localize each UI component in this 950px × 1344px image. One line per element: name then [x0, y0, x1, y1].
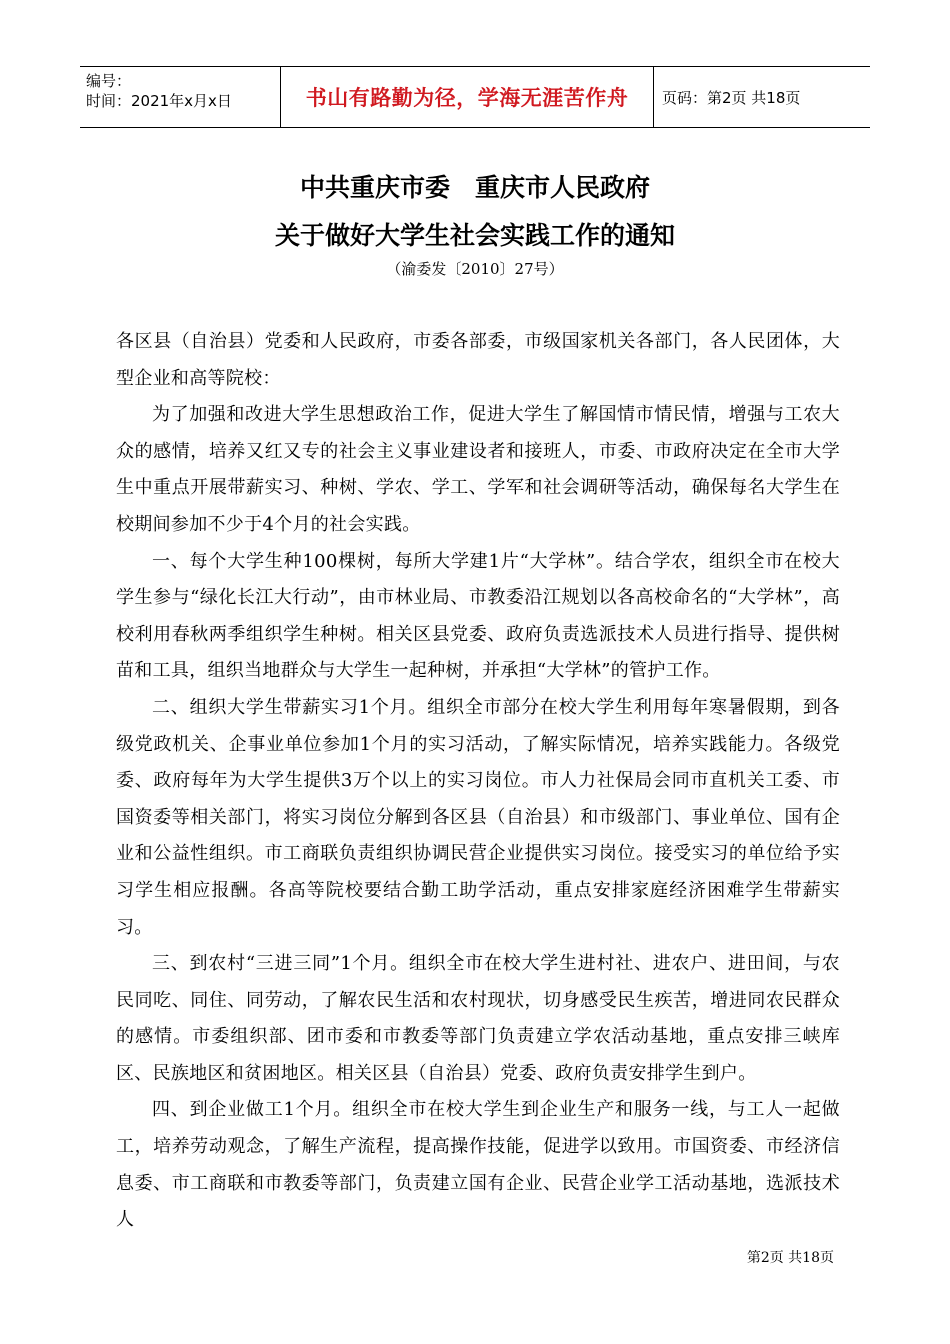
paragraph-paid-internship: 二、组织大学生带薪实习1个月。组织全市部分在校大学生利用每年寒暑假期，到各级党政机关、企事业单位参加1个月的实习活动，了解实际情况，培养实践能力。各级党委、政府每年为大学生提供3万个以上的实习岗位。市人力社保局会同市直机关工委、市国资委等相关部门，将实习岗位分解到各区县（自治县）和市级部门、事业单位、国有企业和公益性组织。市工商联负责组织协调民营企业提供实习岗位。接受实习的单位给予实习学生相应报酬。各高等院校要结合勤工助学活动，重点安排家庭经济困难学生带薪实习。	[116, 696, 840, 938]
document-number: （渝委发〔2010〕27号）	[386, 260, 564, 278]
document-title-line1: 中共重庆市委 重庆市人民政府	[299, 173, 650, 202]
date-label: 时间：2021年x月x日	[86, 92, 232, 110]
number-label: 编号：	[86, 72, 132, 90]
page-header	[80, 66, 870, 128]
paragraph-tree-planting: 一、每个大学生种100棵树，每所大学建1片“大学林”。结合学农，组织全市在校大学生参与“绿化长江大行动”，由市林业局、市教委沿江规划以各高校命名的“大学林”，高校利用春秋两季组织学生种树。相关区县党委、政府负责选派技术人员进行指导、提供树苗和工具，组织当地群众与大学生一起种树，并承担“大学林”的管护工作。	[116, 550, 840, 682]
paragraph-factory-work: 四、到企业做工1个月。组织全市在校大学生到企业生产和服务一线，与工人一起做工，培养劳动观念，了解生产流程，提高操作技能，促进学以致用。市国资委、市经济信息委、市工商联和市教委等部门，负责建立国有企业、民营企业学工活动基地，选派技术人	[116, 1099, 840, 1231]
paragraph-intro: 为了加强和改进大学生思想政治工作，促进大学生了解国情市情民情，增强与工农大众的感情，培养又红又专的社会主义事业建设者和接班人，市委、市政府决定在全市大学生中重点开展带薪实习、种树、学农、学工、学军和社会调研等活动，确保每名大学生在校期间参加不少于4个月的社会实践。	[116, 404, 840, 535]
document-body	[116, 324, 840, 1239]
header-meta	[80, 67, 281, 127]
header-motto: 书山有路勤为径，学海无涯苦作舟	[281, 67, 654, 127]
salutation: 各区县（自治县）党委和人民政府，市委各部委，市级国家机关各部门，各人民团体，大型企业和高等院校：	[116, 331, 840, 389]
page-footer: 第2页 共18页	[746, 1250, 834, 1266]
header-page-label: 页码：第2页 共18页	[662, 88, 801, 107]
document-title-line2: 关于做好大学生社会实践工作的通知	[274, 221, 675, 250]
paragraph-rural-practice: 三、到农村“三进三同”1个月。组织全市在校大学生进村社、进农户、进田间，与农民同吃、同住、同劳动，了解农民生活和农村现状，切身感受民生疾苦，增进同农民群众的感情。市委组织部、团市委和市教委等部门负责建立学农活动基地，重点安排三峡库区、民族地区和贫困地区。相关区县（自治县）党委、政府负责安排学生到户。	[116, 953, 840, 1084]
